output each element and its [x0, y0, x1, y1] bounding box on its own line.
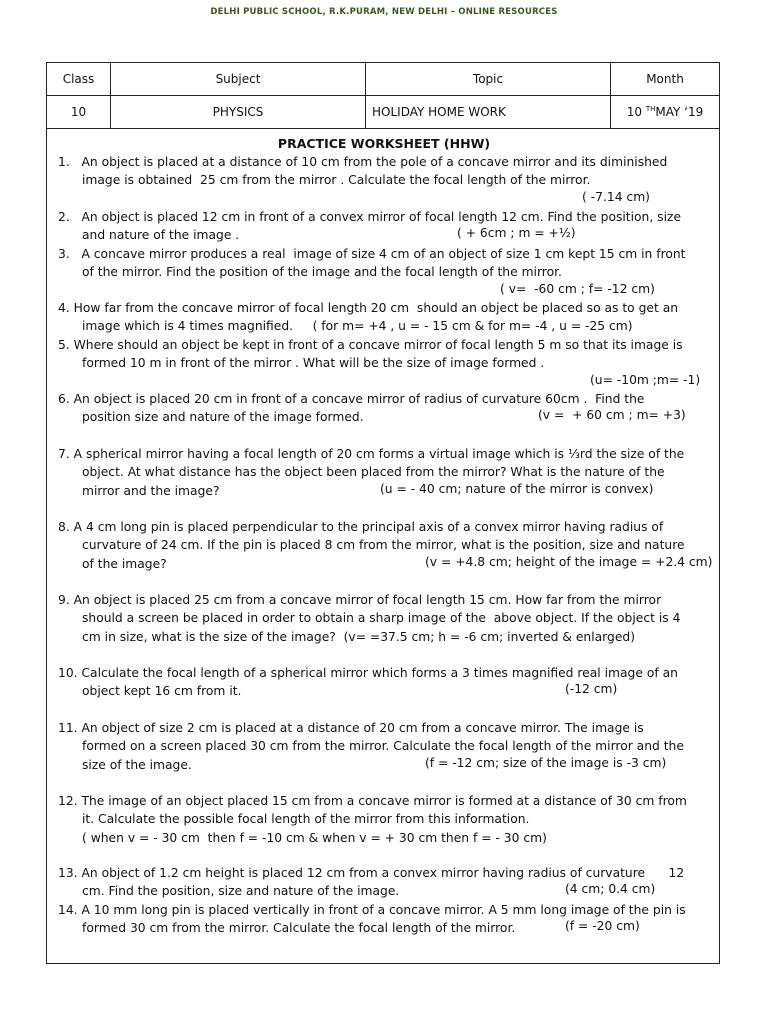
question-line: 7. A spherical mirror having a focal length of 20 cm forms a virtual image which is ⅓rd the size of the: [58, 447, 685, 461]
question-line: 12. The image of an object placed 15 cm from a concave mirror is formed at a distance of 30 cm from: [58, 794, 687, 808]
question-line: image is obtained 25 cm from the mirror . Calculate the focal length of the mirror.: [82, 173, 591, 188]
question-line: should a screen be placed in order to obtain a sharp image of the above object. If the object is 4: [82, 611, 681, 626]
question-line: 6. An object is placed 20 cm in front of a concave mirror of radius of curvature 60cm . Find the: [58, 392, 645, 406]
answer-text: ( + 6cm ; m = +½): [457, 226, 576, 241]
question-1: [58, 153, 714, 190]
answer-text: (f = -20 cm): [565, 919, 640, 934]
question-12: [58, 792, 714, 847]
info-table: [46, 62, 720, 129]
question-line: 14. A 10 mm long pin is placed vertically in front of a concave mirror. A 5 mm long image of the pin is: [58, 903, 686, 917]
question-line: mirror and the image?: [82, 483, 220, 498]
value-month: [611, 96, 720, 129]
value-subject: PHYSICS: [111, 96, 366, 129]
info-table-value-row: [47, 96, 720, 129]
question-line: ( when v = - 30 cm then f = -10 cm & when v = + 30 cm then f = - 30 cm): [82, 830, 547, 845]
answer-text: (4 cm; 0.4 cm): [565, 882, 656, 897]
answer-text: ( v= -60 cm ; f= -12 cm): [500, 281, 655, 296]
header-subject: Subject: [111, 63, 366, 96]
answer-text: (-12 cm): [565, 682, 618, 697]
worksheet-title: PRACTICE WORKSHEET (HHW): [277, 136, 491, 151]
question-line: formed 10 m in front of the mirror . What will be the size of image formed .: [82, 356, 545, 371]
question-line: curvature of 24 cm. If the pin is placed 8 cm from the mirror, what is the position, size and nature: [82, 538, 685, 553]
header-class: Class: [47, 63, 111, 96]
header-topic: Topic: [366, 63, 611, 96]
month-rest: MAY ‘19: [655, 105, 704, 119]
question-line: cm in size, what is the size of the image? (v= =37.5 cm; h = -6 cm; inverted & enlarged): [82, 629, 635, 644]
question-line: object. At what distance has the object been placed from the mirror? What is the nature of the: [82, 465, 665, 480]
question-4: [58, 299, 714, 336]
answer-text: (v = +4.8 cm; height of the image = +2.4 cm): [425, 554, 713, 569]
question-line: 2. An object is placed 12 cm in front of a convex mirror of focal length 12 cm. Find the position, size: [58, 210, 682, 224]
question-line: formed on a screen placed 30 cm from the mirror. Calculate the focal length of the mirror and the: [82, 739, 684, 754]
answer-text: (u= -10m ;m= -1): [590, 372, 701, 387]
header-month: Month: [611, 63, 720, 96]
question-line: position size and nature of the image formed.: [82, 410, 364, 425]
value-topic: HOLIDAY HOME WORK: [366, 96, 611, 129]
question-line: cm. Find the position, size and nature of the image.: [82, 884, 400, 899]
question-line: 13. An object of 1.2 cm height is placed 12 cm from a convex mirror having radius of curvature 12: [58, 866, 685, 880]
question-line: 11. An object of size 2 cm is placed at a distance of 20 cm from a concave mirror. The image is: [58, 721, 644, 735]
question-line: 8. A 4 cm long pin is placed perpendicular to the principal axis of a convex mirror having radius of: [58, 520, 664, 534]
school-header: DELHI PUBLIC SCHOOL, R.K.PURAM, NEW DELHI – ONLINE RESOURCES: [210, 7, 558, 17]
value-class: 10: [47, 96, 111, 129]
question-line: 5. Where should an object be kept in front of a concave mirror of focal length 5 m so that its image is: [58, 338, 683, 352]
question-line: object kept 16 cm from it.: [82, 684, 242, 699]
info-table-header-row: [47, 63, 720, 96]
question-line: 10. Calculate the focal length of a spherical mirror which forms a 3 times magnified real image of an: [58, 666, 678, 680]
answer-text: ( -7.14 cm): [582, 189, 650, 204]
question-line: of the image?: [82, 556, 167, 571]
question-2: [58, 208, 714, 245]
question-line: and nature of the image .: [82, 228, 240, 243]
question-3: [58, 245, 714, 282]
question-line: image which is 4 times magnified. ( for m= +4 , u = - 15 cm & for m= -4 , u = -25 cm): [82, 319, 633, 334]
question-line: it. Calculate the possible focal length of the mirror from this information.: [82, 812, 530, 827]
answer-text: (v = + 60 cm ; m= +3): [538, 408, 686, 423]
question-line: 3. A concave mirror produces a real image of size 4 cm of an object of size 1 cm kept 15 cm in front: [58, 247, 686, 261]
month-suffix: TH: [645, 105, 656, 113]
question-line: of the mirror. Find the position of the image and the focal length of the mirror.: [82, 265, 562, 280]
question-line: 9. An object is placed 25 cm from a concave mirror of focal length 15 cm. How far from the mirror: [58, 593, 662, 607]
question-line: 4. How far from the concave mirror of focal length 20 cm should an object be placed so as to get an: [58, 301, 679, 315]
question-line: size of the image.: [82, 757, 192, 772]
question-9: [58, 591, 714, 646]
question-line: formed 30 cm from the mirror. Calculate the focal length of the mirror.: [82, 921, 516, 936]
answer-text: (f = -12 cm; size of the image is -3 cm): [425, 755, 667, 770]
question-line: 1. An object is placed at a distance of 10 cm from the pole of a concave mirror and its diminished: [58, 155, 668, 169]
question-5: [58, 336, 714, 373]
month-day: 10: [626, 105, 643, 119]
answer-text: (u = - 40 cm; nature of the mirror is convex): [380, 481, 654, 496]
